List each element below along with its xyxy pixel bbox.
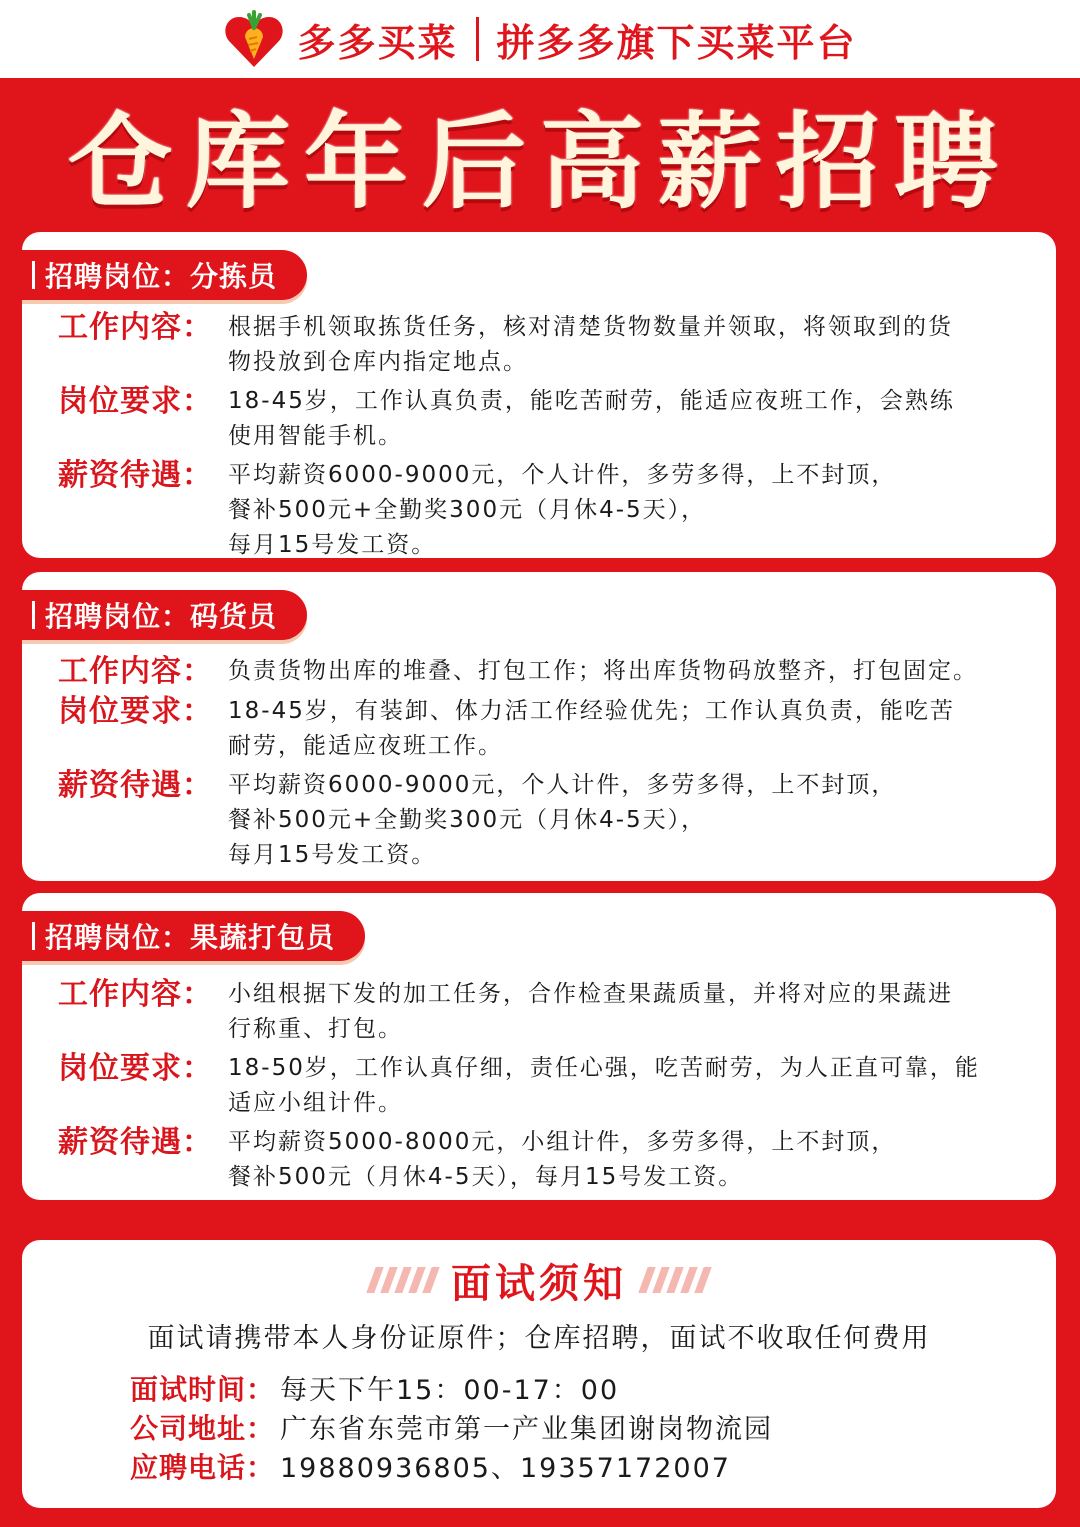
requirement-label: 岗位要求： — [58, 1051, 213, 1086]
notice-title-bar — [22, 1252, 1056, 1308]
job-title: 招聘岗位：码货员 — [45, 600, 278, 633]
company-address-label: 公司地址： — [130, 1411, 276, 1445]
content-line: 根据手机领取拣货任务，核对清楚货物数量并领取，将领取到的货 — [228, 314, 953, 340]
brand-name: 多多买菜 — [297, 20, 458, 65]
top-brand-bar — [0, 0, 1080, 78]
job-requirement-row — [58, 694, 1034, 764]
salary-line: 平均薪资5000-8000元，小组计件，多劳多得，上不封顶， — [228, 1129, 897, 1155]
company-address-value: 广东省东莞市第一产业集团谢岗物流园 — [280, 1414, 773, 1445]
tag-bar — [32, 601, 35, 629]
notice-intro: 面试请携带本人身份证原件；仓库招聘，面试不收取任何费用 — [147, 1323, 931, 1354]
job-card-sorter — [22, 232, 1056, 558]
requirement-label: 岗位要求： — [58, 384, 213, 419]
requirement-line: 适应小组计件。 — [228, 1090, 403, 1116]
job-card-produce-packer — [22, 893, 1056, 1200]
job-salary-row — [58, 768, 1034, 873]
brand-tagline: 拼多多旗下买菜平台 — [496, 20, 857, 65]
requirement-text — [228, 694, 1034, 764]
job-content-row — [58, 310, 1034, 380]
phone-row — [130, 1446, 773, 1485]
salary-line: 每月15号发工资。 — [228, 532, 437, 558]
carrot-heart-logo-icon — [223, 9, 285, 69]
job-salary-row — [58, 1125, 1034, 1195]
requirement-line: 耐劳，能适应夜班工作。 — [228, 733, 503, 759]
tag-bar — [32, 261, 35, 289]
content-text — [228, 654, 1034, 690]
job-title: 招聘岗位：分拣员 — [45, 260, 278, 293]
content-line: 行称重、打包。 — [228, 1016, 403, 1042]
interview-time-row — [130, 1368, 773, 1407]
salary-line: 每月15号发工资。 — [228, 842, 437, 868]
job-salary-row — [58, 458, 1034, 563]
interview-time-value: 每天下午15：00-17：00 — [280, 1375, 620, 1406]
company-address-row — [130, 1407, 773, 1446]
content-line: 负责货物出库的堆叠、打包工作；将出库货物码放整齐，打包固定。 — [228, 658, 978, 684]
content-text — [228, 977, 1034, 1047]
phone-value[interactable]: 19880936805、19357172007 — [280, 1453, 731, 1484]
job-tag — [22, 590, 307, 640]
content-line: 小组根据下发的加工任务，合作检查果蔬质量，并将对应的果蔬进 — [228, 981, 953, 1007]
salary-line: 平均薪资6000-9000元，个人计件，多劳多得，上不封顶， — [228, 462, 897, 488]
salary-line: 平均薪资6000-9000元，个人计件，多劳多得，上不封顶， — [228, 772, 897, 798]
page-headline: 仓库年后高薪招聘 — [67, 101, 1012, 223]
salary-text — [228, 1125, 1034, 1195]
salary-label: 薪资待遇： — [58, 458, 213, 493]
job-tag — [22, 250, 307, 300]
salary-text — [228, 768, 1034, 873]
salary-line: 餐补500元（月休4-5天），每月15号发工资。 — [228, 1164, 744, 1190]
requirement-text — [228, 1051, 1034, 1121]
requirement-line: 18-50岁，工作认真仔细，责任心强，吃苦耐劳，为人正直可靠，能 — [228, 1055, 980, 1081]
interview-notice-card — [22, 1240, 1056, 1508]
requirement-line: 18-45岁，有装卸、体力活工作经验优先；工作认真负责，能吃苦 — [228, 698, 955, 724]
job-title: 招聘岗位：果蔬打包员 — [45, 921, 336, 954]
decorative-stripes-left — [371, 1267, 435, 1293]
phone-label: 应聘电话： — [130, 1450, 276, 1484]
requirement-text — [228, 384, 1034, 454]
content-label: 工作内容： — [58, 977, 213, 1012]
content-label: 工作内容： — [58, 310, 213, 345]
tag-bar — [32, 922, 35, 950]
salary-label: 薪资待遇： — [58, 768, 213, 803]
job-tag — [22, 911, 365, 961]
salary-label: 薪资待遇： — [58, 1125, 213, 1160]
job-requirement-row — [58, 384, 1034, 454]
job-requirement-row — [58, 1051, 1034, 1121]
requirement-line: 使用智能手机。 — [228, 423, 403, 449]
job-content-row — [58, 977, 1034, 1047]
brand-divider — [476, 17, 479, 61]
interview-time-label: 面试时间： — [130, 1372, 276, 1406]
content-label: 工作内容： — [58, 654, 213, 689]
content-line: 物投放到仓库内指定地点。 — [228, 349, 528, 375]
job-card-stacker — [22, 572, 1056, 881]
salary-line: 餐补500元+全勤奖300元（月休4-5天）， — [228, 807, 707, 833]
salary-text — [228, 458, 1034, 563]
salary-line: 餐补500元+全勤奖300元（月休4-5天）， — [228, 497, 707, 523]
decorative-stripes-right — [643, 1267, 707, 1293]
requirement-label: 岗位要求： — [58, 694, 213, 729]
job-content-row — [58, 654, 1034, 690]
notice-title: 面试须知 — [451, 1260, 627, 1307]
content-text — [228, 310, 1034, 380]
requirement-line: 18-45岁，工作认真负责，能吃苦耐劳，能适应夜班工作，会熟练 — [228, 388, 955, 414]
